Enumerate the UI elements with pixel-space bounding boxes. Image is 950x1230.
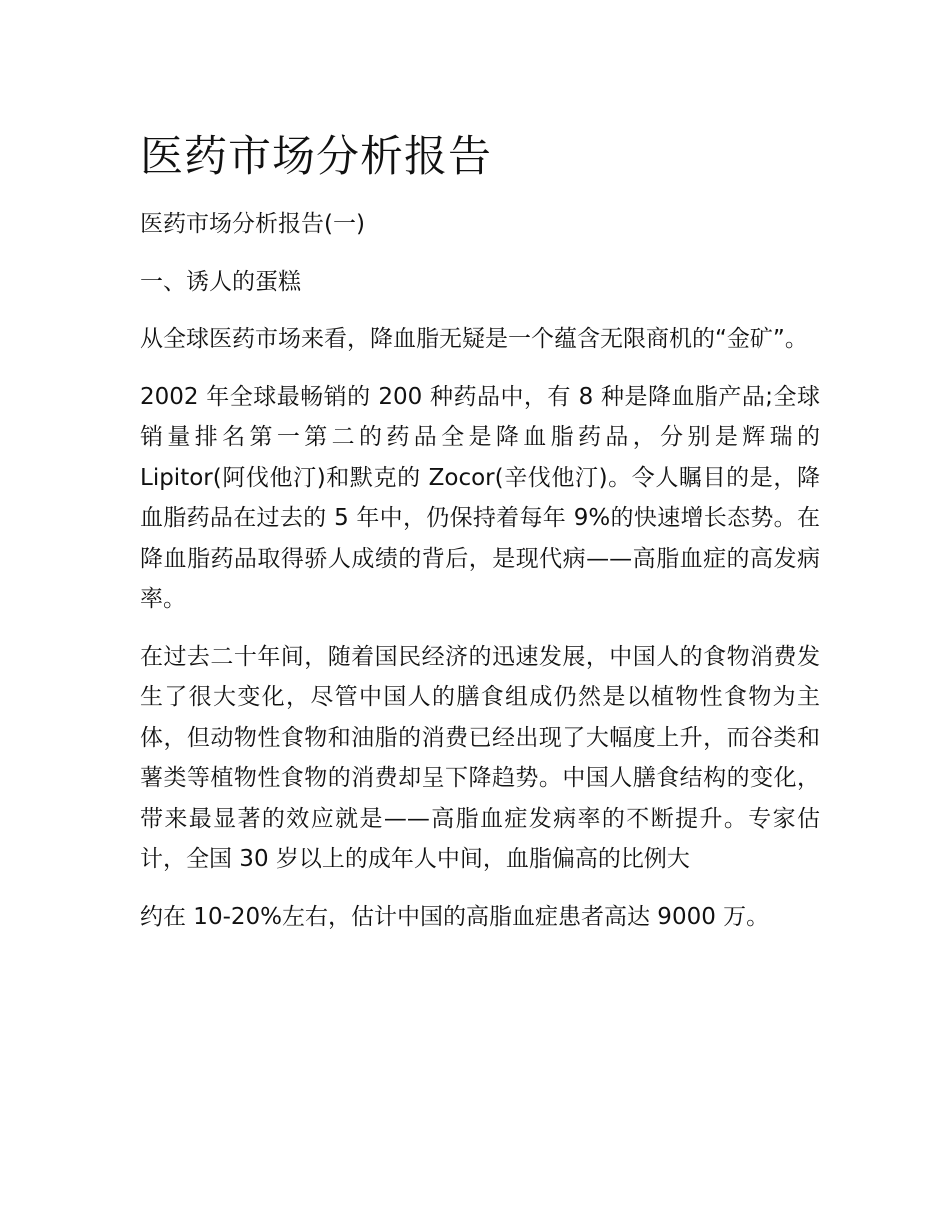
section-heading: 一、诱人的蛋糕 xyxy=(140,269,301,295)
paragraph-1: 从全球医药市场来看，降血脂无疑是一个蕴含无限商机的“金矿”。 xyxy=(140,326,808,352)
document-content xyxy=(140,128,820,954)
paragraph-3: 在过去二十年间，随着国民经济的迅速发展，中国人的食物消费发生了很大变化，尽管中国人的膳食组成仍然是以植物性食物为主体，但动物性食物和油脂的消费已经出现了大幅度上升，而谷类和薯类等植物性食物的消费却呈下降趋势。中国人膳食结构的变化，带来最显著的效应就是——高脂血症发病率的不断提升。专家估计，全国 30 岁以上的成年人中间，血脂偏高的比例大 xyxy=(140,643,820,872)
paragraph-2: 2002 年全球最畅销的 200 种药品中，有 8 种是降血脂产品;全球销量排名第一第二的药品全是降血脂药品，分别是辉瑞的 Lipitor(阿伐他汀)和默克的 Zocor(辛伐他汀)。令人瞩目的是，降血脂药品在过去的 5 年中，仍保持着每年 9%的快速增长态势。在降血脂药品取得骄人成绩的背后，是现代病——高脂血症的高发病率。 xyxy=(140,383,820,612)
paragraph-4: 约在 10-20%左右，估计中国的高脂血症患者高达 9000 万。 xyxy=(140,903,770,930)
document-title: 医药市场分析报告 xyxy=(140,132,492,182)
document-subtitle: 医药市场分析报告(一) xyxy=(140,211,365,237)
